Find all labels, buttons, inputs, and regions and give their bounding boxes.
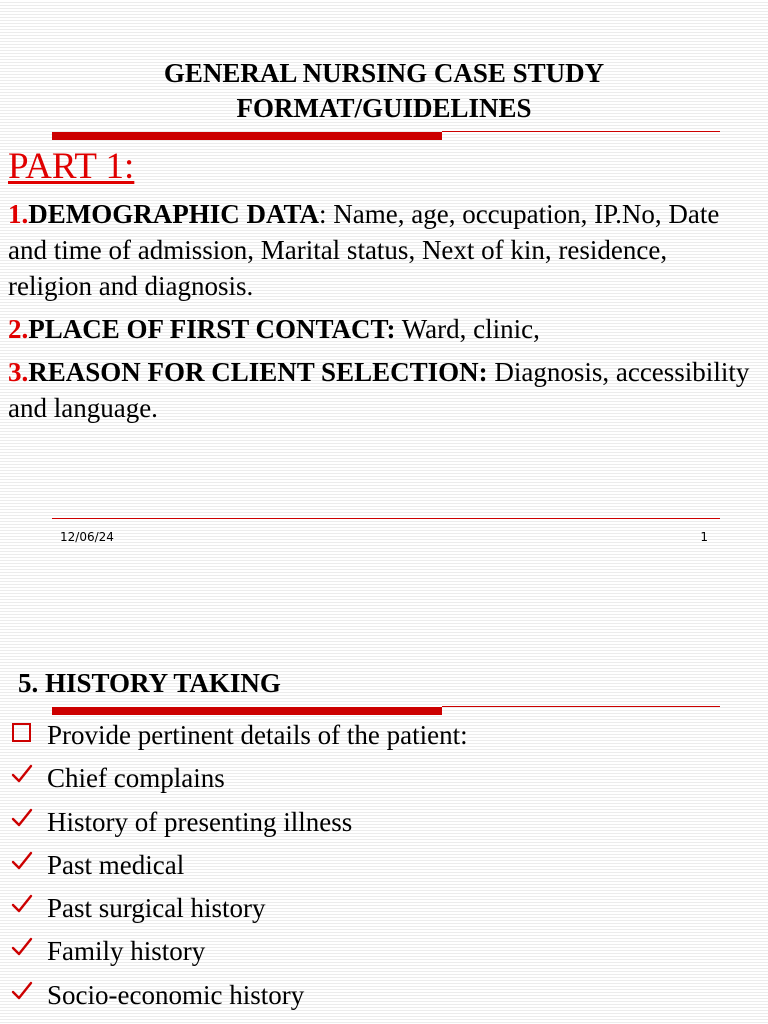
item-label: REASON FOR CLIENT SELECTION: bbox=[28, 357, 488, 387]
item-number: 2. bbox=[8, 314, 29, 344]
slide-title-line-2: FORMAT/GUIDELINES bbox=[236, 93, 532, 123]
list-item-text: Socio-economic history bbox=[47, 979, 305, 1010]
footer-date: 12/06/24 bbox=[60, 530, 114, 544]
item-number: 1. bbox=[8, 199, 29, 229]
list-item-text: Past surgical history bbox=[47, 893, 266, 924]
checkmark-icon bbox=[11, 980, 33, 1002]
title-divider-thin bbox=[442, 131, 720, 132]
item-label: PLACE OF FIRST CONTACT: bbox=[28, 314, 396, 344]
checkmark-icon bbox=[11, 763, 33, 785]
heading-divider-thick bbox=[52, 707, 442, 715]
item-demographic-data bbox=[8, 196, 756, 304]
footer-divider bbox=[52, 518, 720, 519]
item-separator: : bbox=[319, 199, 327, 229]
list-item-text: Provide pertinent details of the patient: bbox=[47, 720, 468, 750]
slide-2 bbox=[0, 640, 768, 1024]
checkmark-icon bbox=[11, 807, 33, 829]
hollow-square-bullet-icon bbox=[12, 723, 31, 742]
item-number: 3. bbox=[8, 357, 29, 387]
item-text: Name, age, occupation, IP.No, Date and time of admission, Marital status, Next of kin, residence, religion and diagnosis. bbox=[8, 199, 720, 301]
checkmark-icon bbox=[11, 893, 33, 915]
title-divider-thick bbox=[52, 132, 442, 140]
list-item-text: History of presenting illness bbox=[47, 806, 353, 837]
part-heading: PART 1: bbox=[8, 146, 135, 187]
slide-title bbox=[0, 56, 768, 126]
slide-title-line-1: GENERAL NURSING CASE STUDY bbox=[163, 58, 605, 88]
footer-page-number: 1 bbox=[700, 530, 708, 544]
item-label: DEMOGRAPHIC DATA bbox=[28, 199, 319, 229]
checkmark-icon bbox=[11, 936, 33, 958]
item-text: Diagnosis, accessibility and language. bbox=[8, 357, 750, 423]
checkmark-icon bbox=[11, 850, 33, 872]
item-text: Ward, clinic, bbox=[395, 314, 540, 344]
section-heading: 5. HISTORY TAKING bbox=[18, 668, 281, 698]
heading-divider-thin bbox=[442, 706, 720, 707]
item-place-of-first-contact bbox=[8, 311, 756, 347]
item-reason-for-client-selection bbox=[8, 354, 756, 426]
list-item-text: Past medical bbox=[47, 849, 185, 880]
list-item-text: Family history bbox=[47, 936, 206, 967]
list-item-text: Chief complains bbox=[47, 763, 225, 794]
